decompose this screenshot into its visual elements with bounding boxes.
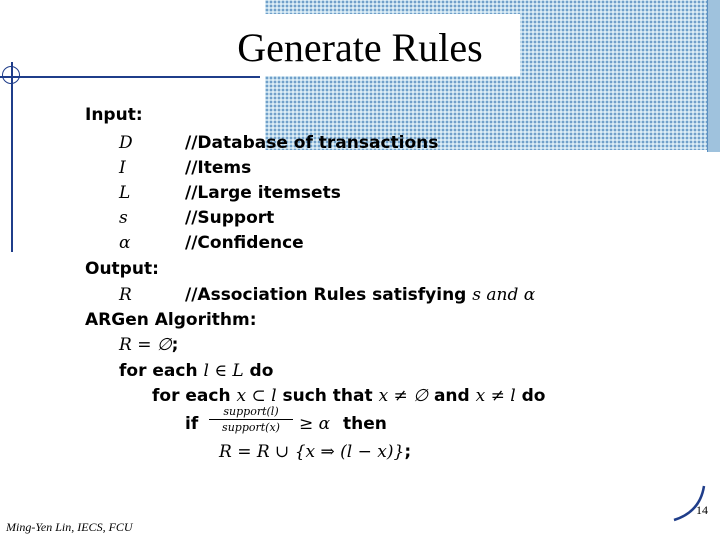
page-number: 14	[696, 503, 708, 517]
loop1-math: l ∈ L	[203, 361, 244, 381]
left-vertical-rule	[11, 62, 13, 252]
input-comment: //Database of transactions	[185, 133, 439, 153]
init-statement	[119, 334, 178, 356]
title-underline	[0, 76, 260, 78]
if-compare: ≥ α	[299, 414, 331, 434]
right-edge-bar	[707, 0, 720, 152]
loop2-math-proper: x ≠ l	[475, 386, 516, 406]
input-heading: Input:	[85, 105, 143, 125]
input-symbol: I	[119, 158, 126, 178]
algorithm-heading: ARGen Algorithm:	[85, 310, 257, 330]
inner-loop	[152, 385, 545, 407]
output-heading: Output:	[85, 259, 159, 279]
loop2-such-that: such that	[282, 386, 373, 406]
loop2-math-nonempty: x ≠ ∅	[378, 386, 429, 406]
input-symbol: D	[119, 133, 133, 153]
init-math: R = ∅	[119, 335, 172, 355]
confidence-fraction	[209, 405, 293, 434]
outer-loop	[119, 360, 273, 382]
fraction-bar	[209, 419, 293, 420]
fraction-numerator: support(l)	[223, 405, 279, 418]
output-comment-text: //Association Rules satisfying	[185, 285, 467, 305]
loop2-do: do	[521, 386, 546, 406]
slide-title: Generate Rules	[237, 25, 483, 70]
crosshair-circle-icon	[2, 66, 20, 84]
fraction-denominator: support(x)	[222, 421, 280, 434]
input-symbol: s	[119, 208, 128, 228]
input-symbol: α	[119, 233, 131, 253]
input-comment: //Support	[185, 208, 275, 228]
init-semicolon: ;	[171, 335, 179, 355]
update-statement	[219, 441, 411, 463]
input-symbol: L	[119, 183, 131, 203]
loop2-and: and	[433, 386, 470, 406]
output-comment	[185, 284, 535, 306]
input-comment: //Items	[185, 158, 252, 178]
input-comment: //Large itemsets	[185, 183, 341, 203]
loop2-math-subset: x ⊂ l	[236, 386, 277, 406]
loop1-do: do	[249, 361, 274, 381]
output-symbol: R	[119, 285, 132, 305]
footer-author: Ming-Yen Lin, IECS, FCU	[6, 520, 133, 534]
if-keyword: if	[185, 414, 199, 434]
update-semicolon: ;	[404, 442, 412, 462]
then-keyword: then	[343, 414, 387, 434]
loop2-keyword: for each	[152, 386, 231, 406]
output-condition: s and α	[472, 285, 536, 305]
update-math: R = R ∪ {x ⇒ (l − x)}	[219, 442, 405, 462]
input-comment: //Confidence	[185, 233, 304, 253]
loop1-keyword: for each	[119, 361, 198, 381]
